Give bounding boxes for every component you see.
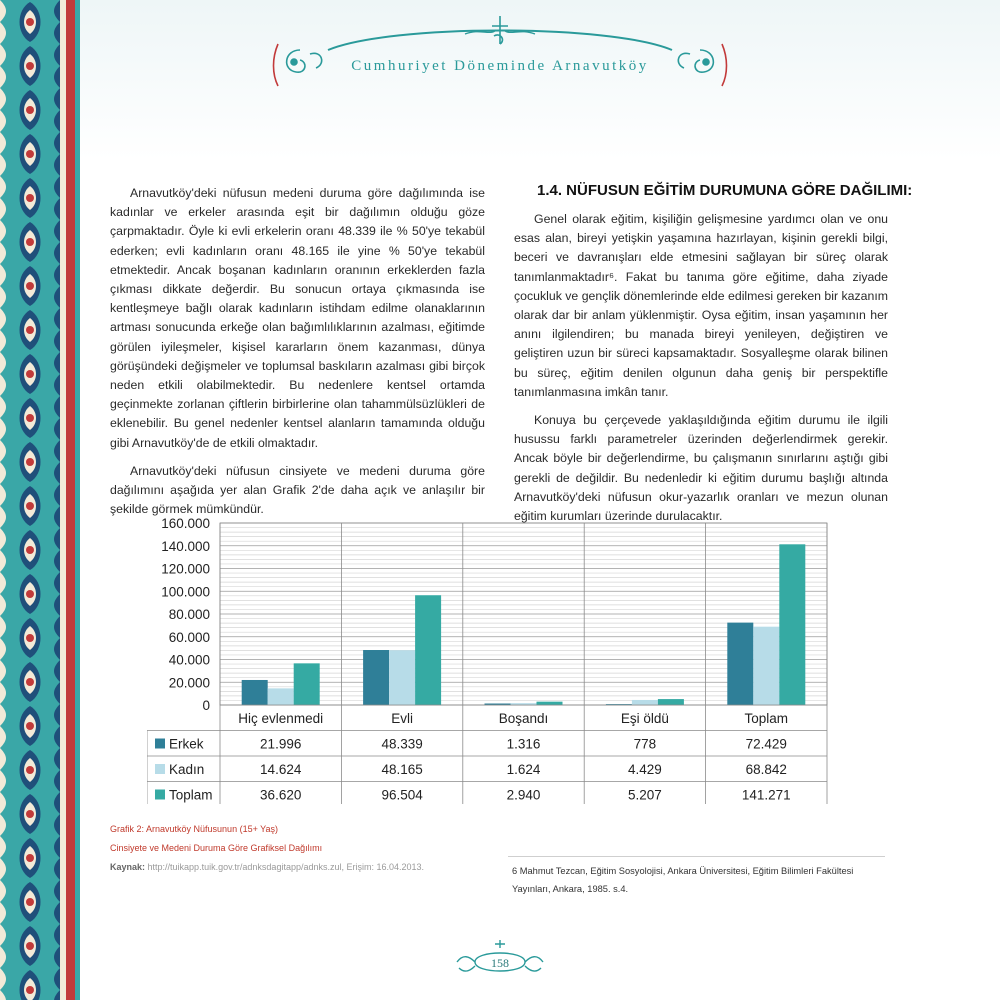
legend-label: Toplam: [169, 787, 213, 803]
page-number: 158: [491, 956, 509, 970]
y-tick-label: 140.000: [161, 538, 210, 554]
data-label: 36.620: [260, 787, 302, 803]
y-tick-label: 160.000: [161, 518, 210, 531]
data-label: 1.624: [506, 762, 541, 777]
y-tick-label: 0: [202, 698, 210, 713]
y-tick-label: 100.000: [161, 584, 210, 600]
bar-kadın: [268, 688, 294, 705]
x-category-label: Eşi öldü: [620, 711, 669, 726]
bar-erkek: [727, 623, 753, 705]
bar-chart: [147, 518, 837, 804]
bar-toplam: [415, 595, 441, 705]
data-label: 68.842: [745, 762, 787, 777]
y-tick-label: 20.000: [168, 675, 210, 691]
bar-kadın: [389, 650, 415, 705]
x-category-label: Boşandı: [498, 711, 549, 726]
bar-kadın: [753, 627, 779, 705]
data-label: 72.429: [745, 736, 787, 752]
legend-label: Kadın: [169, 762, 205, 777]
y-tick-label: 60.000: [168, 629, 210, 645]
bar-erkek: [242, 680, 268, 705]
chart-svg: [147, 518, 837, 804]
data-label: 1.316: [506, 736, 541, 752]
legend-swatch: [155, 764, 165, 774]
footnote-divider: [508, 856, 885, 857]
legend-swatch: [155, 790, 165, 800]
x-category-label: Evli: [391, 711, 413, 726]
source-label: Kaynak:: [110, 862, 146, 872]
y-tick-label: 80.000: [168, 607, 210, 622]
footnote: 6 Mahmut Tezcan, Eğitim Sosyolojisi, Ankara Üniversitesi, Eğitim Bilimleri Fakültesi Yayınları, Ankara, 1985. s.4.: [512, 866, 854, 894]
data-label: 96.504: [381, 787, 423, 803]
bar-toplam: [294, 663, 320, 705]
legend-label: Erkek: [169, 736, 204, 752]
paragraph: Genel olarak eğitim, kişiliğin gelişmesine yardımcı olan ve onu esas alan, bireyi yetişkin yaşamına hazırlayan, kişinin gerekli bilgi, beceri ve davranışları elde etmesini sağlayan bir süreç olarak tanımlanmaktadır⁶. Fakat bu tanıma göre eğitime, daha ziyade çocukluk ve gençlik dönemlerinde elde edilmesi gereken bir kazanım olarak dar bir anlam yüklenmiştir. Oysa eğitim, insan yaşamının her anını ilgilendiren; bu manada bireyi yenileyen, değiştiren ve geliştiren uzun bir süreci kapsamaktadır. Sosyalleşme olarak bilinen bu süreç, eğitim denilen olgunun daha geniş bir perspektifle tanımlanmasına imkân tanır.: [514, 212, 888, 399]
data-label: 2.940: [506, 787, 541, 803]
data-label: 14.624: [260, 762, 302, 777]
x-category-label: Toplam: [744, 711, 789, 726]
bar-toplam: [658, 699, 684, 705]
bar-erkek: [363, 650, 389, 705]
source-url: http://tuikapp.tuik.gov.tr/adnksdagitapp/adnks.zul, Erişim: 16.04.2013.: [147, 862, 425, 872]
y-tick-label: 120.000: [161, 561, 210, 577]
data-label: 5.207: [628, 787, 662, 803]
header-ornament-icon: [270, 14, 730, 94]
border-red-line: [66, 0, 75, 1000]
page-header: [270, 14, 730, 94]
data-label: 778: [633, 736, 657, 752]
data-label: 141.271: [741, 787, 791, 803]
x-category-label: Hiç evlenmedi: [238, 711, 324, 726]
legend-swatch: [155, 739, 165, 749]
paragraph: Arnavutköy'deki nüfusun medeni duruma göre dağılımında ise kadınlar ve erkeler arasında eşit bir dağılımın olduğu göze çarpmaktadır. Öyle ki evli erkelerin oranı 48.339 ile % 50'ye tekabül ederken; evli kadınların oranı 48.165 ile yine % 50'ye tekabül etmektedir. Ancak boşanan kadınların oranının erkeklerden fazla çıkması dikkate değerdir. Bu sonucun ortaya çıkmasında ise kentleşmeye bağlı olarak kadınların istihdam edilme olanaklarının artması sonucunda erkeğe olan bağımlılıklarının azalması, eğitimde görülen iyileşmeler, kişisel kararların önem kazanması, dünya görüşündeki değişmeler ve toplumsal baskıların azalması gibi birçok neden etkili olabilmektedir. Bu nedenlere kentsel ortamda geçinmekte zorlanan çiftlerin birbirlerine olan tahammülsüzlükleri de eklenebilir. Bu genel nedenler kentsel alanların tamamında olduğu gibi Arnavutköy'de de etkili olmaktadır.: [110, 186, 485, 450]
page-number-ornament: [455, 938, 545, 978]
bar-kadın: [632, 700, 658, 705]
paragraph: Arnavutköy'deki nüfusun cinsiyete ve medeni duruma göre dağılımını aşağıda yer alan Grafik 2'de daha açık ve anlaşılır bir şekilde görmek mümkündür.: [110, 463, 485, 517]
data-label: 4.429: [628, 762, 662, 777]
bar-toplam: [779, 544, 805, 705]
caption-line: Grafik 2: Arnavutköy Nüfusunun (15+ Yaş): [110, 824, 279, 834]
section-heading: 1.4. NÜFUSUN EĞİTİM DURUMUNA GÖRE DAĞILIMI:: [537, 182, 913, 199]
running-title: Cumhuriyet Döneminde Arnavutköy: [351, 58, 649, 74]
right-text-column: [514, 210, 888, 526]
data-label: 48.339: [381, 736, 423, 752]
figure-caption: [110, 820, 424, 877]
bar-toplam: [537, 702, 563, 705]
data-label: 48.165: [381, 762, 423, 777]
data-label: 21.996: [260, 736, 302, 752]
left-text-column: [110, 184, 485, 519]
caption-line: Cinsiyete ve Medeni Duruma Göre Grafiksel Dağılımı: [110, 843, 323, 853]
y-tick-label: 40.000: [168, 652, 210, 668]
paragraph: Konuya bu çerçevede yaklaşıldığında eğitim durumu ile ilgili husussu farklı parametreler üzerinden değerlendirmek gerekir. Ancak böyle bir değerlendirme, bu çalışmanın sınırlarını aştığı gibi gerekli de değildir. Bu nedenledir ki eğitim durumu başlığı altında Arnavutköy'deki nüfusun okur-yazarlık oranları ve mezun olunan eğitim kurumları üzerinde durulacaktır.: [514, 413, 888, 524]
caption-source: [110, 858, 424, 877]
